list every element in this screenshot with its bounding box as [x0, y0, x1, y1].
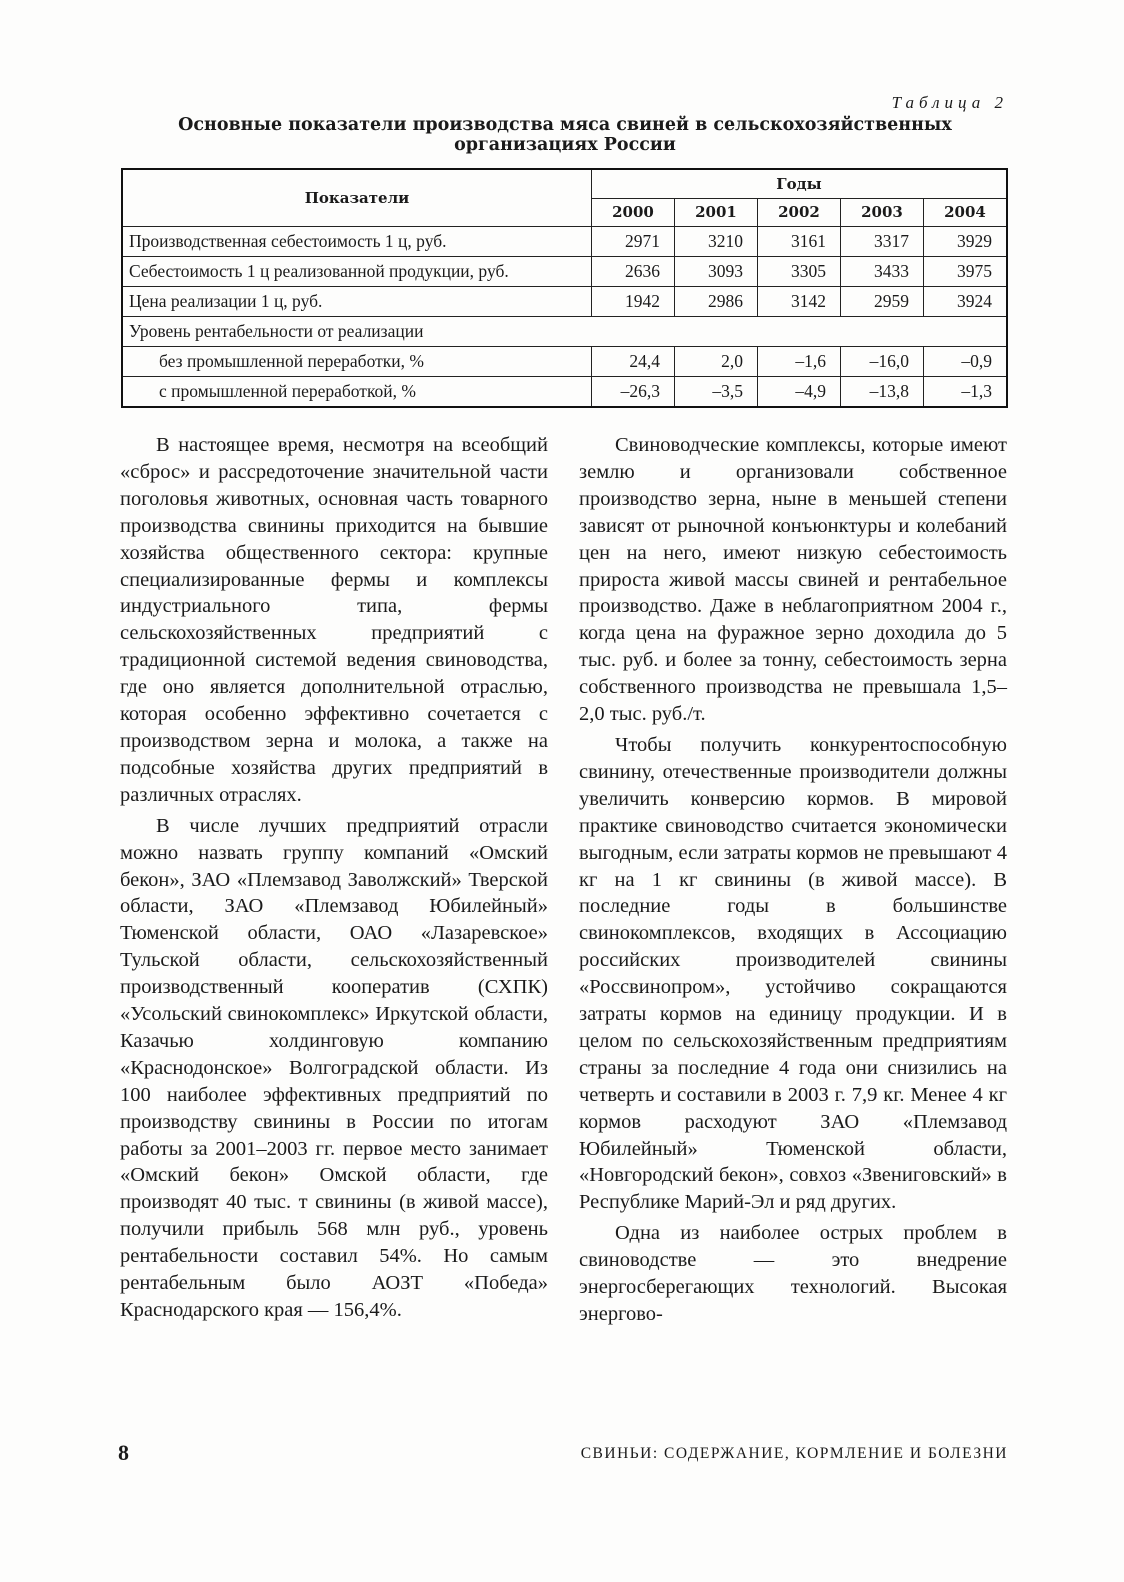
paragraph: Чтобы получить конкурентоспособную свинину, отечественные производители должны увеличить конверсию кормов. В мировой практике свиноводство считается экономически выгодным, если затраты кормов не превышают 4 кг на 1 кг свинины (в живой массе). В последние годы в большинстве свинокомплексов, входящих в Ассоциацию российских производителей свинины «Россвинопром», устойчиво сокращаются затраты кормов на единицу продукции. И в целом по сельскохозяйственным предприятиям страны за последние 4 года они снизились на четверть и составили в 2003 г. 7,9 кг. Менее 4 кг кормов расходуют ЗАО «Племзавод Юбилейный» Тюменской области, «Новгородский бекон», совхоз «Звениговский» в Республике Марий-Эл и ряд других. [579, 733, 1007, 1214]
table-cell: –1,3 [924, 377, 1008, 408]
table-cell: 3317 [841, 227, 924, 257]
group-label: Уровень рентабельности от реализации [122, 317, 1007, 347]
table-cell: 3161 [758, 227, 841, 257]
table-row [122, 347, 1007, 377]
table-row [122, 257, 1007, 287]
row-label: без промышленной переработки, % [122, 347, 592, 377]
table-cell: –0,9 [924, 347, 1008, 377]
table-cell: –3,5 [675, 377, 758, 408]
table-cell: 3975 [924, 257, 1008, 287]
header-years: Годы [592, 169, 1008, 198]
paragraph: Одна из наиболее острых проблем в свиноводстве — это внедрение энергосберегающих технологий. Высокая энергово- [579, 1222, 1007, 1325]
table-title-line-1: Основные показатели производства мяса свиней в сельскохозяйственных [178, 115, 952, 135]
table-cell: 3929 [924, 227, 1008, 257]
table-cell: 3924 [924, 287, 1008, 317]
row-label: Цена реализации 1 ц, руб. [122, 287, 592, 317]
table-cell: –26,3 [592, 377, 675, 408]
table-row [122, 227, 1007, 257]
table-cell: –16,0 [841, 347, 924, 377]
table-cell: 3305 [758, 257, 841, 287]
table-cell: –1,6 [758, 347, 841, 377]
table-group-row [122, 317, 1007, 347]
year-header: 2001 [675, 198, 758, 227]
paragraph: Свиноводческие комплексы, которые имеют землю и организовали собственное производство зерна, ныне в меньшей степени зависят от рыночной конъюнктуры и колебаний цен на него, имеют низкую себестоимость прироста живой массы свиней и рентабельное производство. Даже в неблагоприятном 2004 г., когда цена на фуражное зерно доходила до 5 тыс. руб. и более за тонну, себестоимость зерна собственного производства не превышала 1,5–2,0 тыс. руб./т. [579, 434, 1007, 726]
table-label: Таблица 2 [891, 93, 1008, 112]
table-cell: 2971 [592, 227, 675, 257]
table-cell: 3433 [841, 257, 924, 287]
table-cell: –4,9 [758, 377, 841, 408]
row-label: с промышленной переработкой, % [122, 377, 592, 408]
table-cell: 2959 [841, 287, 924, 317]
production-table [121, 168, 1008, 408]
year-header: 2004 [924, 198, 1008, 227]
right-column [579, 432, 1007, 1328]
left-column [120, 432, 548, 1324]
year-header: 2003 [841, 198, 924, 227]
table-cell: –13,8 [841, 377, 924, 408]
table-cell: 1942 [592, 287, 675, 317]
table-title-line-2: организациях России [454, 135, 676, 155]
row-label: Производственная себестоимость 1 ц, руб. [122, 227, 592, 257]
table-cell: 24,4 [592, 347, 675, 377]
paragraph: В числе лучших предприятий отрасли можно назвать группу компаний «Омский бекон», ЗАО «Племзавод Заволжский» Тверской области, ЗАО «Племзавод Юбилейный» Тюменской области, ОАО «Лазаревское» Тульской области, сельскохозяйственный производственный кооператив (СХПК) «Усольский свинокомплекс» Иркутской области, Казачью холдинговую компанию «Краснодонское» Волгоградской области. Из 100 наиболее эффективных предприятий по производству свинины в России по итогам работы за 2001–2003 гг. первое место занимает «Омский бекон» Омской области, где производят 40 тыс. т свинины (в живой массе), получили прибыль 568 млн руб., уровень рентабельности составил 54%. Но самым рентабельным было АОЗТ «Победа» Краснодарского края — 156,4%. [120, 814, 548, 1321]
year-header: 2002 [758, 198, 841, 227]
table-cell: 3093 [675, 257, 758, 287]
table-cell: 3210 [675, 227, 758, 257]
running-title: СВИНЬИ: СОДЕРЖАНИЕ, КОРМЛЕНИЕ И БОЛЕЗНИ [580, 1445, 1008, 1462]
header-indicators: Показатели [122, 169, 592, 227]
table-cell: 2636 [592, 257, 675, 287]
table-cell: 3142 [758, 287, 841, 317]
table-title [130, 115, 1000, 155]
page-number: 8 [118, 1440, 129, 1465]
table-row [122, 377, 1007, 408]
table-cell: 2986 [675, 287, 758, 317]
row-label: Себестоимость 1 ц реализованной продукции, руб. [122, 257, 592, 287]
paragraph: В настоящее время, несмотря на всеобщий «сброс» и рассредоточение значительной части поголовья животных, основная часть товарного производства свинины приходится на бывшие хозяйства общественного сектора: крупные специализированные фермы и комплексы индустриального типа, фермы сельскохозяйственных предприятий с традиционной системой ведения свиноводства, где оно является дополнительной отраслью, которая особенно эффективно сочетается с производством зерна и молока, а также на подсобные хозяйства других предприятий в различных отраслях. [120, 434, 548, 806]
year-header: 2000 [592, 198, 675, 227]
table-cell: 2,0 [675, 347, 758, 377]
table-row [122, 287, 1007, 317]
